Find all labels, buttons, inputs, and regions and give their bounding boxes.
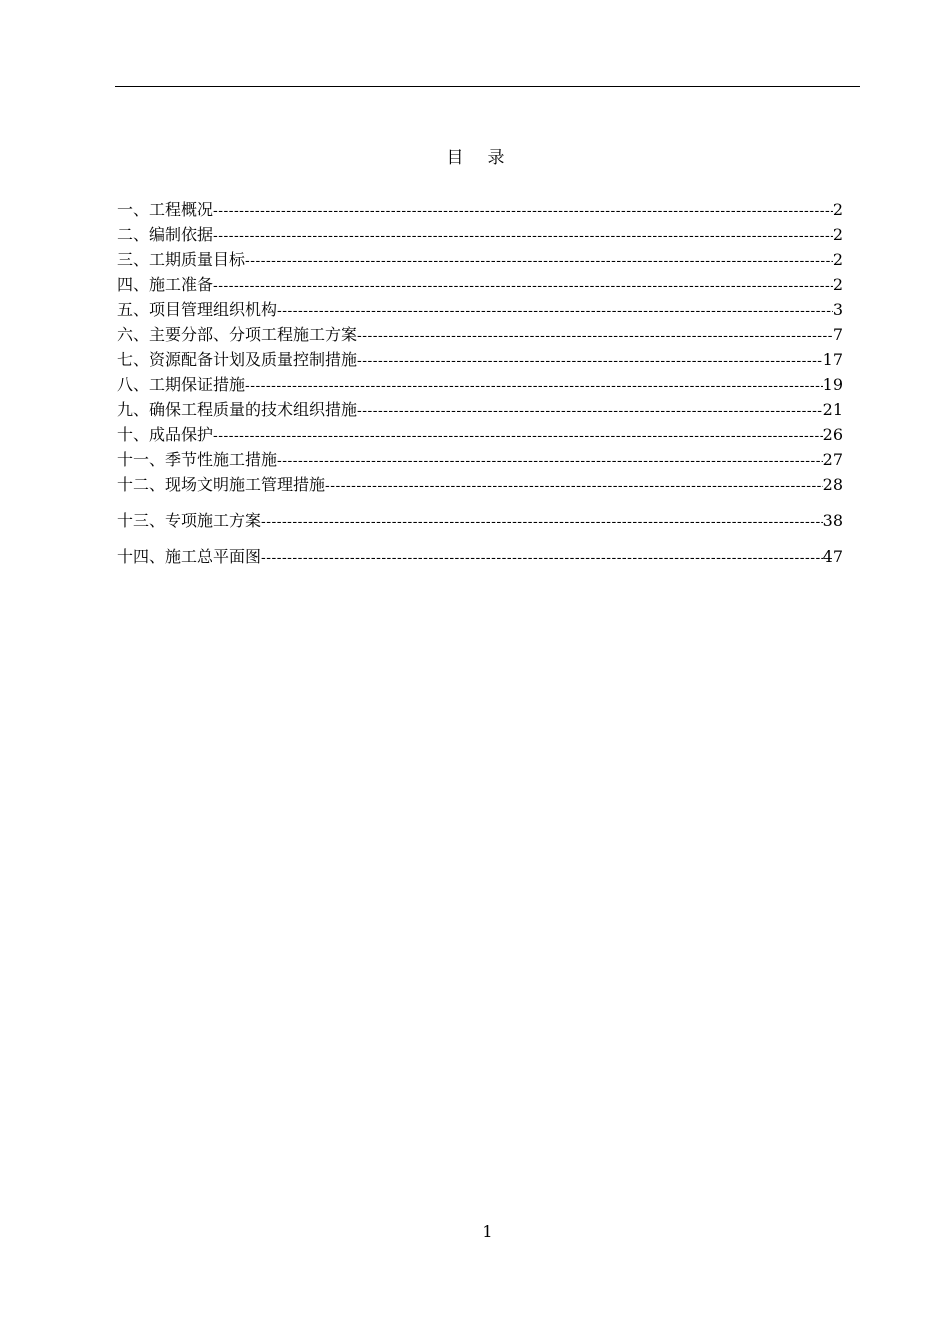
toc-entry-page: 47 bbox=[822, 547, 843, 566]
toc-leader bbox=[277, 299, 833, 324]
toc-entry-label: 九、确保工程质量的技术组织措施 bbox=[117, 400, 358, 419]
toc-entry-label: 七、资源配备计划及质量控制措施 bbox=[117, 350, 358, 369]
toc-entry[interactable] bbox=[117, 297, 843, 322]
toc-leader bbox=[213, 224, 833, 249]
toc-entry-label: 六、主要分部、分项工程施工方案 bbox=[117, 325, 358, 344]
header-rule bbox=[115, 86, 860, 87]
toc-entry[interactable] bbox=[117, 222, 843, 247]
toc-entry-page: 27 bbox=[822, 450, 843, 469]
toc-leader bbox=[213, 274, 833, 299]
toc-entry-label: 十四、施工总平面图 bbox=[117, 547, 262, 566]
toc-entry-label: 四、施工准备 bbox=[117, 275, 214, 294]
toc-entry-page: 2 bbox=[832, 275, 843, 294]
toc-leader bbox=[357, 399, 823, 424]
toc-entry-label: 一、工程概况 bbox=[117, 200, 214, 219]
toc-entry-label: 十、成品保护 bbox=[117, 425, 214, 444]
toc-leader bbox=[357, 349, 823, 374]
toc-leader bbox=[357, 324, 833, 349]
toc-entry-page: 3 bbox=[832, 300, 843, 319]
toc-entry-label: 八、工期保证措施 bbox=[117, 375, 246, 394]
toc-leader bbox=[245, 249, 833, 274]
toc-entry-label: 三、工期质量目标 bbox=[117, 250, 246, 269]
toc-entry[interactable] bbox=[117, 422, 843, 447]
toc-entry[interactable] bbox=[117, 197, 843, 222]
toc-entry-page: 7 bbox=[832, 325, 843, 344]
toc-entry-label: 二、编制依据 bbox=[117, 225, 214, 244]
toc-leader bbox=[277, 449, 823, 474]
toc-entry-page: 2 bbox=[832, 250, 843, 269]
toc-entry-page: 2 bbox=[832, 200, 843, 219]
toc-entry[interactable] bbox=[117, 272, 843, 297]
toc-entry-label: 十二、现场文明施工管理措施 bbox=[117, 475, 326, 494]
toc-entry-page: 21 bbox=[822, 400, 843, 419]
toc-entry[interactable] bbox=[117, 447, 843, 472]
toc-leader bbox=[245, 374, 823, 399]
toc-leader bbox=[213, 199, 833, 224]
toc-leader bbox=[325, 474, 823, 499]
page-number: 1 bbox=[482, 1222, 493, 1241]
toc-title: 目录 bbox=[446, 148, 529, 168]
toc-entry[interactable] bbox=[117, 247, 843, 272]
toc-entry-page: 19 bbox=[822, 375, 843, 394]
toc-entry-label: 十三、专项施工方案 bbox=[117, 511, 262, 530]
toc-entry[interactable] bbox=[117, 508, 843, 533]
toc-entry-label: 五、项目管理组织机构 bbox=[117, 300, 278, 319]
toc-entry[interactable] bbox=[117, 322, 843, 347]
toc-leader bbox=[213, 424, 823, 449]
toc-entry[interactable] bbox=[117, 472, 843, 497]
toc-entry-page: 17 bbox=[822, 350, 843, 369]
toc-leader bbox=[261, 510, 823, 535]
toc-entry-page: 26 bbox=[822, 425, 843, 444]
toc-entry[interactable] bbox=[117, 544, 843, 569]
toc-leader bbox=[261, 546, 823, 571]
toc-entry-page: 38 bbox=[822, 511, 843, 530]
toc-entry-page: 28 bbox=[822, 475, 843, 494]
toc-entry[interactable] bbox=[117, 397, 843, 422]
toc-entry[interactable] bbox=[117, 347, 843, 372]
toc-entry-label: 十一、季节性施工措施 bbox=[117, 450, 278, 469]
toc-entry-page: 2 bbox=[832, 225, 843, 244]
table-of-contents bbox=[117, 197, 843, 569]
toc-entry[interactable] bbox=[117, 372, 843, 397]
